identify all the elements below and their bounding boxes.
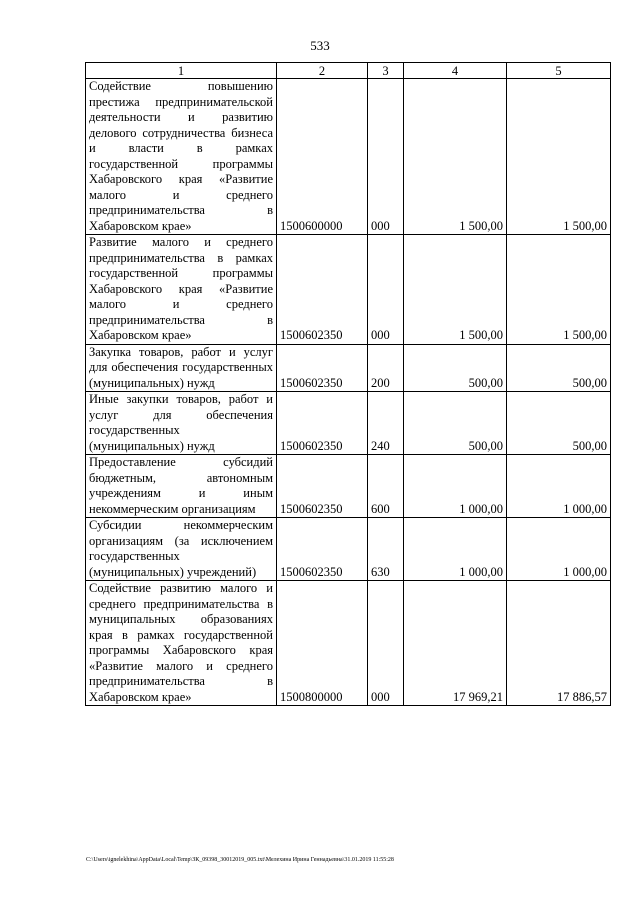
table-row <box>86 79 611 235</box>
row-amount-1: 1 000,00 <box>404 518 507 581</box>
file-path-footer: C:\Users\ignelekhina\AppData\Local\Temp\ЗК_09398_30012019_005.txt\Мелехина Ирина Геннадьевна\31.01.2019 11:55:28 <box>86 857 394 863</box>
header-row <box>86 63 611 79</box>
row-target-code: 1500600000 <box>277 79 368 235</box>
header-col-5: 5 <box>507 63 611 79</box>
header-col-4: 4 <box>404 63 507 79</box>
row-amount-1: 500,00 <box>404 392 507 455</box>
row-name: Содействие развитию малого и среднего предпринимательства в муниципальных образованиях края в рамках государственной программы Хабаровского края «Развитие малого и среднего предпринимательства в Хабаровском крае» <box>86 581 277 706</box>
row-name: Содействие повышению престижа предпринимательской деятельности и развитию делового сотрудничества бизнеса и власти в рамках государственной программы Хабаровского края «Развитие малого и среднего предпринимательства в Хабаровском крае» <box>86 79 277 235</box>
table-row <box>86 455 611 518</box>
row-expense-type: 000 <box>368 79 404 235</box>
table-row <box>86 581 611 706</box>
row-target-code: 1500602350 <box>277 235 368 345</box>
row-expense-type: 000 <box>368 581 404 706</box>
row-amount-1: 500,00 <box>404 344 507 392</box>
row-expense-type: 240 <box>368 392 404 455</box>
table-row <box>86 344 611 392</box>
row-name: Иные закупки товаров, работ и услуг для обеспечения государственных (муниципальных) нужд <box>86 392 277 455</box>
row-name: Развитие малого и среднего предпринимательства в рамках государственной программы Хабаровского края «Развитие малого и среднего предпринимательства в Хабаровском крае» <box>86 235 277 345</box>
row-name: Предоставление субсидий бюджетным, автономным учреждениям и иным некоммерческим организациям <box>86 455 277 518</box>
header-col-1: 1 <box>86 63 277 79</box>
row-expense-type: 630 <box>368 518 404 581</box>
table-row <box>86 392 611 455</box>
row-amount-1: 1 500,00 <box>404 235 507 345</box>
row-name: Субсидии некоммерческим организациям (за исключением государственных (муниципальных) учреждений) <box>86 518 277 581</box>
row-amount-2: 500,00 <box>507 344 611 392</box>
row-name: Закупка товаров, работ и услуг для обеспечения государственных (муниципальных) нужд <box>86 344 277 392</box>
row-target-code: 1500602350 <box>277 455 368 518</box>
header-col-3: 3 <box>368 63 404 79</box>
table-row <box>86 235 611 345</box>
row-expense-type: 600 <box>368 455 404 518</box>
page-number: 533 <box>310 38 330 53</box>
row-target-code: 1500602350 <box>277 392 368 455</box>
row-amount-2: 1 500,00 <box>507 79 611 235</box>
row-amount-2: 17 886,57 <box>507 581 611 706</box>
row-amount-2: 500,00 <box>507 392 611 455</box>
row-amount-2: 1 000,00 <box>507 455 611 518</box>
row-amount-2: 1 500,00 <box>507 235 611 345</box>
header-col-2: 2 <box>277 63 368 79</box>
row-expense-type: 000 <box>368 235 404 345</box>
row-target-code: 1500602350 <box>277 344 368 392</box>
budget-table <box>85 62 611 706</box>
row-target-code: 1500602350 <box>277 518 368 581</box>
table-row <box>86 518 611 581</box>
row-amount-1: 1 000,00 <box>404 455 507 518</box>
row-amount-1: 1 500,00 <box>404 79 507 235</box>
row-amount-1: 17 969,21 <box>404 581 507 706</box>
row-amount-2: 1 000,00 <box>507 518 611 581</box>
row-expense-type: 200 <box>368 344 404 392</box>
row-target-code: 1500800000 <box>277 581 368 706</box>
